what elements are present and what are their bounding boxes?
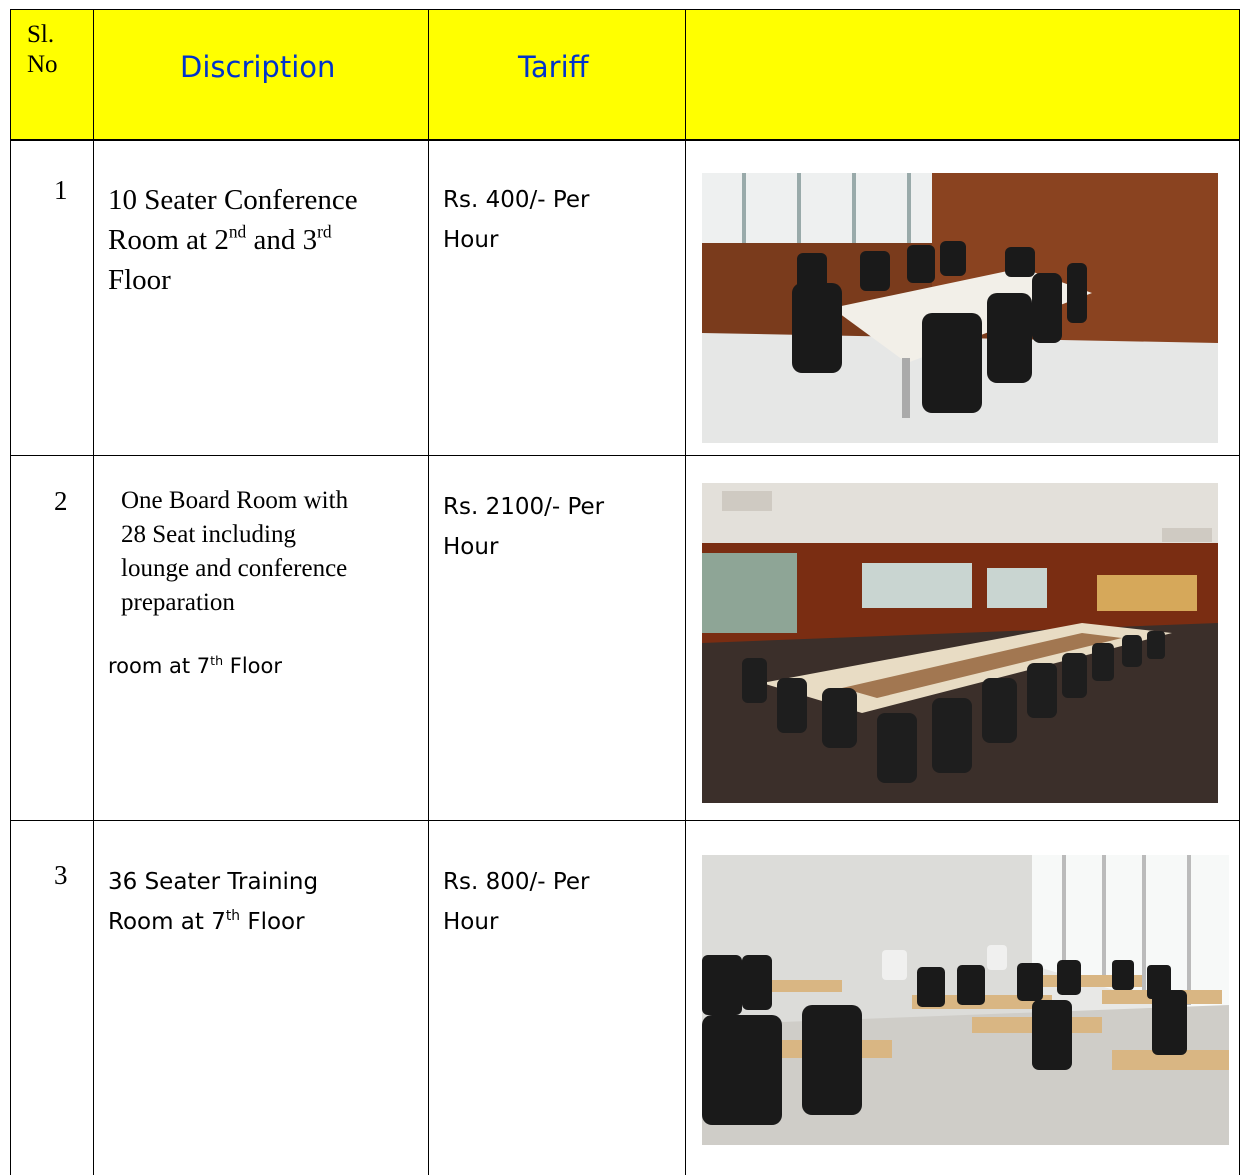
- header-tariff: Tariff: [518, 50, 589, 84]
- row-3-sl-no: 3: [54, 860, 68, 890]
- row-2-description-line2: 28 Seat including: [121, 521, 296, 548]
- row-1-tariff-line1: Rs. 400/- Per: [443, 187, 590, 213]
- header-sl-no-line1: Sl.: [27, 21, 55, 48]
- conference-room-photo: [702, 173, 1218, 443]
- row-1-description: [108, 180, 358, 300]
- row-1-tariff: [443, 180, 590, 260]
- row-3-description-line1: 36 Seater Training: [108, 869, 319, 895]
- row-2-tariff-line1: Rs. 2100/- Per: [443, 494, 605, 520]
- row-3-description: [108, 862, 318, 942]
- row-2-description-line1: One Board Room with: [121, 487, 349, 514]
- row-3-tariff: [443, 862, 590, 942]
- row-1-description-line1: 10 Seater Conference: [108, 184, 358, 216]
- row-2-description-line5: room at 7th Floor: [108, 652, 282, 678]
- training-room-photo: [702, 855, 1229, 1145]
- row-3-description-line2: Room at 7th Floor: [108, 908, 305, 935]
- row-2-description: [121, 484, 348, 620]
- row-1-sl-no: 1: [54, 175, 68, 205]
- header-sl-no: [27, 20, 58, 80]
- row-3-tariff-line2: Hour: [443, 909, 499, 935]
- row-2-tariff: [443, 487, 604, 567]
- row-2-sl-no: 2: [54, 486, 68, 516]
- row-1-description-line2: Room at 2nd and 3rd: [108, 221, 332, 256]
- row-2-description-line3: lounge and conference: [121, 555, 348, 582]
- board-room-photo: [702, 483, 1218, 803]
- header-description: Discription: [180, 50, 336, 84]
- row-3-tariff-line1: Rs. 800/- Per: [443, 869, 590, 895]
- row-1-tariff-line2: Hour: [443, 227, 499, 253]
- header-sl-no-line2: No: [27, 51, 58, 78]
- row-1-description-line3: Floor: [108, 264, 171, 296]
- row-2-description-line4: preparation: [121, 589, 235, 616]
- row-2-tariff-line2: Hour: [443, 534, 499, 560]
